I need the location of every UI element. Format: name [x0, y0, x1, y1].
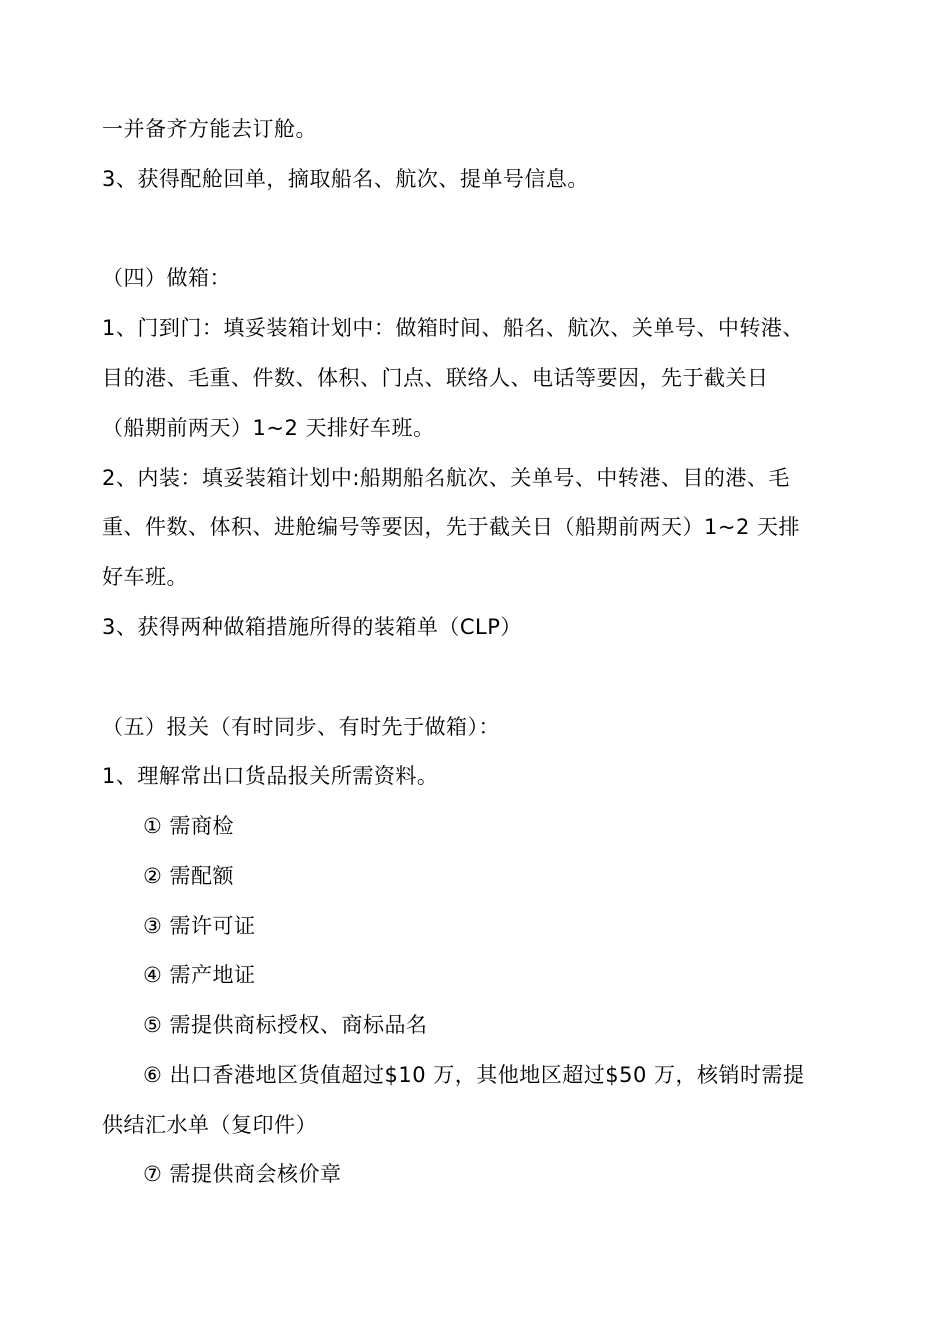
- text-line: 供结汇水单（复印件）: [102, 1113, 317, 1137]
- text-line: （船期前两天）1~2 天排好车班。: [102, 416, 435, 440]
- text-line: 好车班。: [102, 565, 188, 589]
- text-line: 3、获得两种做箱措施所得的装箱单（CLP）: [102, 615, 522, 639]
- section-heading: （五）报关（有时同步、有时先于做箱）：: [102, 715, 500, 739]
- list-item: ⑤ 需提供商标授权、商标品名: [143, 1013, 428, 1037]
- section-heading: （四）做箱：: [102, 266, 231, 290]
- text-line: 3、获得配舱回单，摘取船名、航次、提单号信息。: [102, 167, 589, 191]
- text-line: 1、门到门：填妥装箱计划中：做箱时间、船名、航次、关单号、中转港、: [102, 316, 804, 340]
- list-item: ④ 需产地证: [143, 963, 256, 987]
- text-line: 重、件数、体积、进舱编号等要因，先于截关日（船期前两天）1~2 天排: [102, 515, 800, 539]
- text-line: 2、内装：填妥装箱计划中:船期船名航次、关单号、中转港、目的港、毛: [102, 466, 790, 490]
- text-line: 目的港、毛重、件数、体积、门点、联络人、电话等要因，先于截关日: [102, 366, 769, 390]
- list-item: ① 需商检: [143, 814, 235, 838]
- list-item: ⑥ 出口香港地区货值超过$10 万，其他地区超过$50 万，核销时需提: [143, 1063, 805, 1087]
- list-item: ② 需配额: [143, 864, 235, 888]
- list-item: ③ 需许可证: [143, 914, 256, 938]
- text-line: 1、理解常出口货品报关所需资料。: [102, 764, 439, 788]
- text-line: 一并备齐方能去订舱。: [102, 117, 317, 141]
- list-item: ⑦ 需提供商会核价章: [143, 1162, 342, 1186]
